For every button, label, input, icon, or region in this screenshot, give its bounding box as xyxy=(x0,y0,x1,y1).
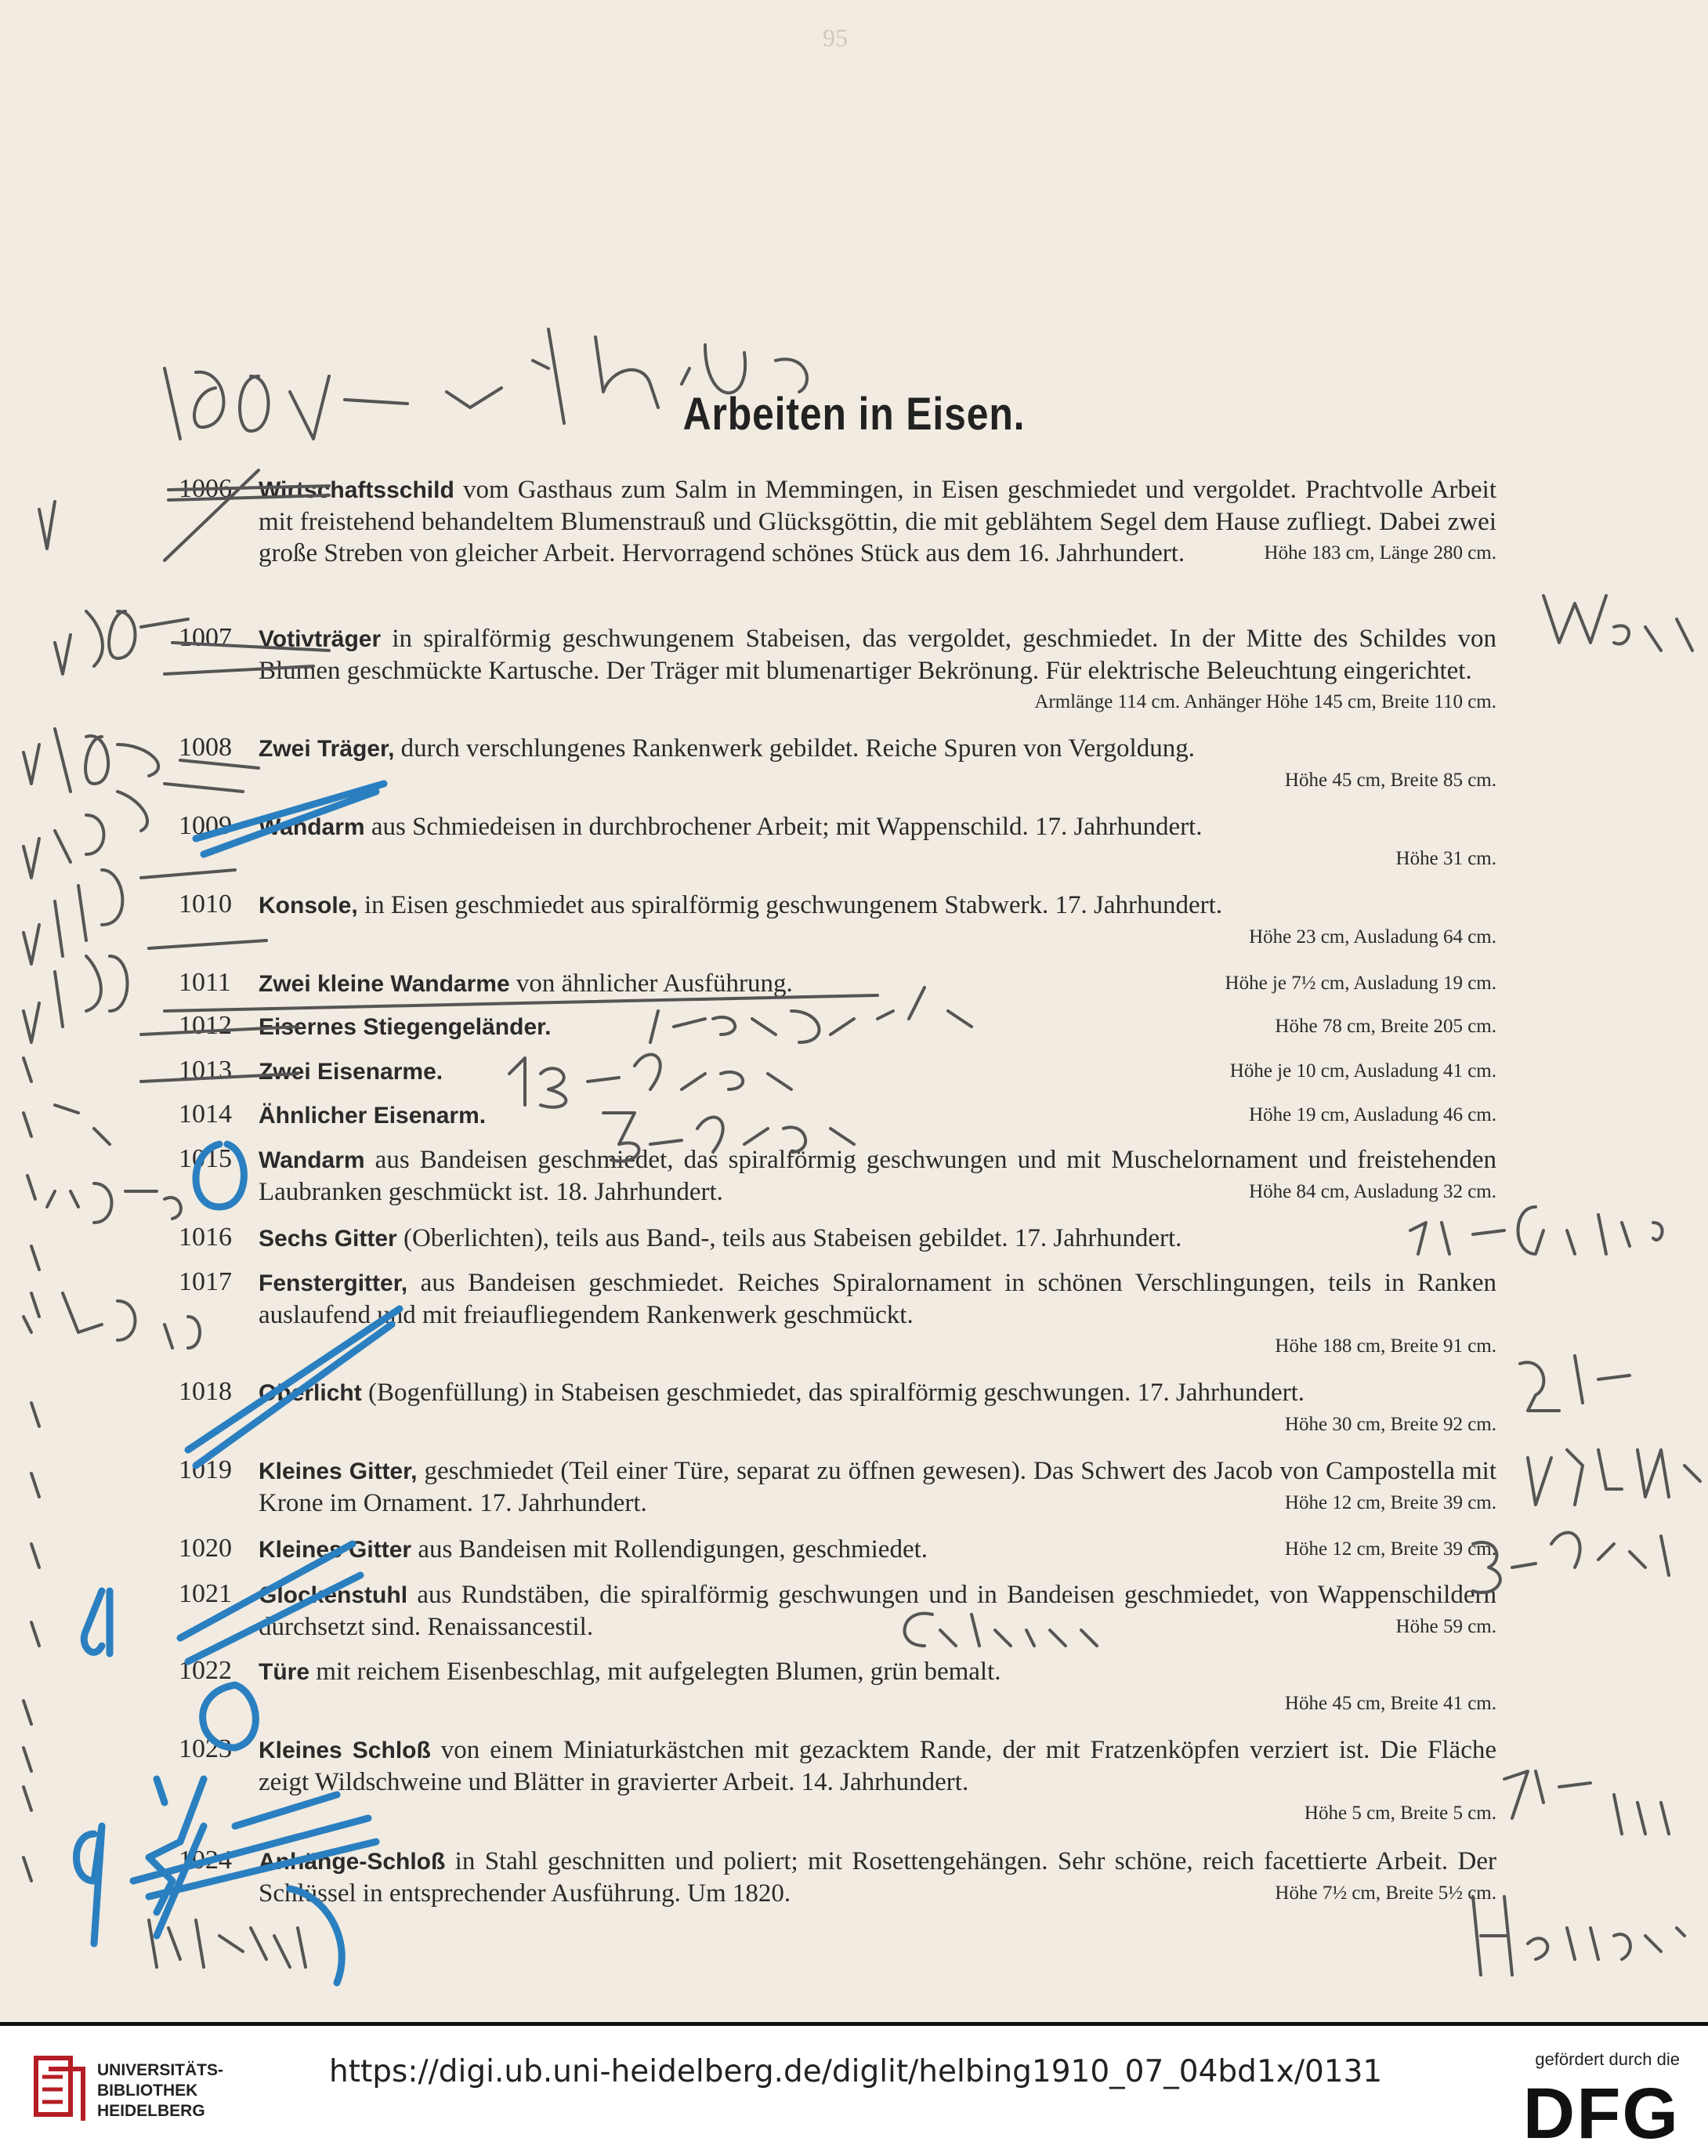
entry-measure: Höhe 5 cm, Breite 5 cm. xyxy=(1304,1803,1496,1824)
entry-body xyxy=(259,1734,1496,1829)
entry-body xyxy=(259,1656,1496,1719)
entry-body xyxy=(259,811,1496,875)
entry-body xyxy=(259,1100,1496,1132)
entry-number: 1020 xyxy=(179,1534,232,1563)
entry-body xyxy=(259,1011,1496,1043)
entry-measure: Höhe 59 cm. xyxy=(1395,1616,1496,1637)
entry-text: aus Rundstäben, die spiralförmig geschwungen und in Bandeisen geschmiedet, von Wappenschildern durchsetzt sind. Renaissancestil. xyxy=(259,1581,1496,1641)
page-title: Arbeiten in Eisen. xyxy=(682,389,1026,440)
entry-text: vom Gasthaus zum Salm in Memmingen, in Eisen geschmiedet und vergoldet. Prachtvolle Arbeit mit freistehend behandeltem Blumenstrauß und Glücksgöttin, die mit geblähtem Segel dem Hause zufliegt. Dabei zwei große Streben von gleicher Arbeit. Hervorragend schönes Stück aus dem 16. Jahrhundert. xyxy=(259,476,1496,567)
entry-body xyxy=(259,1455,1496,1519)
entry-number: 1018 xyxy=(179,1377,232,1406)
entry-number: 1010 xyxy=(179,890,232,919)
entry-number: 1011 xyxy=(179,968,231,997)
entry-number: 1016 xyxy=(179,1223,232,1252)
entry-body xyxy=(259,1534,1496,1566)
entry-text: mit reichem Eisenbeschlag, mit aufgelegten Blumen, grün bemalt. xyxy=(309,1658,1001,1686)
entry-number: 1009 xyxy=(179,811,232,840)
entry-number: 1017 xyxy=(179,1267,232,1296)
entry-body xyxy=(259,890,1496,953)
funding-note: gefördert durch die xyxy=(1535,2049,1680,2069)
entry-name: Wandarm xyxy=(259,814,365,840)
entry-measure: Höhe 31 cm. xyxy=(1395,848,1496,869)
entry-measure: Höhe 188 cm, Breite 91 cm. xyxy=(1275,1335,1496,1357)
entry-name: Konsole, xyxy=(259,893,358,919)
entry-number: 1019 xyxy=(179,1455,232,1484)
entry-name: Zwei Eisenarme. xyxy=(259,1059,443,1085)
entry-body xyxy=(259,1579,1496,1643)
entry-name: Votivträger xyxy=(259,626,382,652)
entry-body xyxy=(259,1056,1496,1088)
institution-name xyxy=(97,2060,223,2122)
entry-body xyxy=(259,1223,1496,1255)
entry-text: (Oberlichten), teils aus Band-, teils aus Stabeisen gebildet. 17. Jahrhundert. xyxy=(396,1224,1182,1252)
entry-text: von einem Miniaturkästchen mit gezacktem Rande, der mit Fratzenköpfen verziert ist. Die Fläche zeigt Wildschweine und Blätter in gravierter Arbeit. 14. Jahrhundert. xyxy=(259,1736,1496,1796)
entry-number: 1008 xyxy=(179,733,232,762)
entry-number: 1012 xyxy=(179,1011,232,1040)
institution-line: UNIVERSITÄTS- xyxy=(97,2061,224,2079)
entry-name: Sechs Gitter xyxy=(259,1226,397,1252)
entry-number: 1006 xyxy=(179,474,232,503)
entry-body xyxy=(259,1144,1496,1208)
entry-measure: Höhe je 7½ cm, Ausladung 19 cm. xyxy=(1225,973,1496,994)
entry-name: Türe xyxy=(259,1659,310,1685)
entry-name: Zwei Träger, xyxy=(259,736,395,762)
entry-name: Ähnlicher Eisenarm. xyxy=(259,1103,487,1129)
entry-text: aus Bandeisen geschmiedet, das spiralförmig geschwungen und mit Muschelornament und freistehenden Laubranken geschmückt ist. 18. Jahrhundert. xyxy=(259,1146,1496,1206)
entry-name: Oberlicht xyxy=(259,1380,362,1406)
entry-name: Anhänge-Schloß xyxy=(259,1849,446,1875)
entry-measure: Höhe 45 cm, Breite 85 cm. xyxy=(1284,770,1496,791)
entry-text: durch verschlungenes Rankenwerk gebildet. Reiche Spuren von Vergoldung. xyxy=(394,734,1195,763)
entry-text: in Stahl geschnitten und poliert; mit Rosettengehängen. Sehr schöne, reich facettierte Arbeit. Der Schlüssel in entsprechender Ausführung. Um 1820. xyxy=(259,1847,1496,1908)
entry-number: 1022 xyxy=(179,1656,232,1685)
entry-number: 1024 xyxy=(179,1846,232,1875)
entry-measure: Höhe 30 cm, Breite 92 cm. xyxy=(1284,1414,1496,1435)
entry-body xyxy=(259,733,1496,796)
dfg-logo: DFG xyxy=(1522,2074,1680,2154)
entry-text: von ähnlicher Ausführung. xyxy=(509,969,793,998)
entry-name: Wandarm xyxy=(259,1147,365,1173)
entry-text: in spiralförmig geschwungenem Stabeisen, das vergoldet, geschmiedet. In der Mitte des Schildes von Blumen geschmückte Kartusche. Der Träger mit blumenartiger Bekrönung. Für elektrische Beleuchtung eingerichtet. xyxy=(259,625,1496,685)
entry-text: (Bogenfüllung) in Stabeisen geschmiedet, das spiralförmig geschwungen. 17. Jahrhundert. xyxy=(361,1379,1305,1407)
entry-name: Kleines Schloß xyxy=(259,1737,431,1763)
entry-measure: Höhe 183 cm, Länge 280 cm. xyxy=(1264,542,1496,563)
entry-name: Kleines Gitter, xyxy=(259,1458,418,1484)
entry-body xyxy=(259,1846,1496,1909)
entry-text: in Eisen geschmiedet aus spiralförmig geschwungenem Stabwerk. 17. Jahrhundert. xyxy=(357,891,1223,919)
entry-measure: Höhe 23 cm, Ausladung 64 cm. xyxy=(1249,926,1496,948)
entry-name: Eisernes Stiegengeländer. xyxy=(259,1014,552,1040)
entry-name: Fenstergitter, xyxy=(259,1270,408,1296)
page-number: 95 xyxy=(823,24,848,52)
entry-number: 1014 xyxy=(179,1100,232,1129)
entry-name: Glockenstuhl xyxy=(259,1582,408,1608)
entry-name: Wirtschaftsschild xyxy=(259,477,454,503)
entry-measure: Höhe 12 cm, Breite 39 cm. xyxy=(1284,1538,1496,1560)
entry-name: Zwei kleine Wandarme xyxy=(259,971,510,997)
footer-bar xyxy=(0,2022,1708,2156)
entry-name: Kleines Gitter xyxy=(259,1537,412,1563)
entry-measure: Höhe 84 cm, Ausladung 32 cm. xyxy=(1249,1181,1496,1202)
university-library-logo-icon xyxy=(31,2053,89,2121)
entry-number: 1007 xyxy=(179,623,232,652)
entry-measure: Höhe 12 cm, Breite 39 cm. xyxy=(1284,1492,1496,1513)
entry-body xyxy=(259,474,1496,569)
entry-number: 1023 xyxy=(179,1734,232,1763)
entry-measure: Höhe 78 cm, Breite 205 cm. xyxy=(1275,1016,1496,1037)
entry-body xyxy=(259,1267,1496,1362)
entry-body xyxy=(259,968,1496,1000)
entry-measure: Höhe 19 cm, Ausladung 46 cm. xyxy=(1249,1104,1496,1125)
entry-body xyxy=(259,1377,1496,1440)
entry-text: aus Schmiedeisen in durchbrochener Arbeit; mit Wappenschild. 17. Jahrhundert. xyxy=(364,813,1203,841)
entry-text: aus Bandeisen mit Rollendigungen, geschmiedet. xyxy=(411,1535,928,1564)
institution-line: BIBLIOTHEK xyxy=(97,2082,198,2100)
entry-measure: Höhe je 10 cm, Ausladung 41 cm. xyxy=(1229,1060,1496,1082)
entry-measure: Armlänge 114 cm. Anhänger Höhe 145 cm, Breite 110 cm. xyxy=(1034,691,1496,712)
entry-number: 1021 xyxy=(179,1579,232,1608)
permalink-url[interactable]: https://digi.ub.uni-heidelberg.de/diglit/helbing1910_07_04bd1x/0131 xyxy=(329,2054,1383,2089)
entry-measure: Höhe 45 cm, Breite 41 cm. xyxy=(1284,1693,1496,1714)
entry-body xyxy=(259,623,1496,718)
entry-measure: Höhe 7½ cm, Breite 5½ cm. xyxy=(1275,1882,1496,1904)
entry-number: 1013 xyxy=(179,1056,232,1085)
institution-line: HEIDELBERG xyxy=(97,2102,205,2120)
entry-number: 1015 xyxy=(179,1144,232,1173)
entry-text: geschmiedet (Teil einer Türe, separat zu öffnen gewesen). Das Schwert des Jacob von Campostella mit Krone im Ornament. 17. Jahrhundert. xyxy=(259,1457,1496,1517)
entry-text: aus Bandeisen geschmiedet. Reiches Spiralornament in schönen Verschlingungen, teils in Ranken auslaufend und mit freiaufliegendem Rankenwerk geschmückt. xyxy=(259,1269,1496,1329)
